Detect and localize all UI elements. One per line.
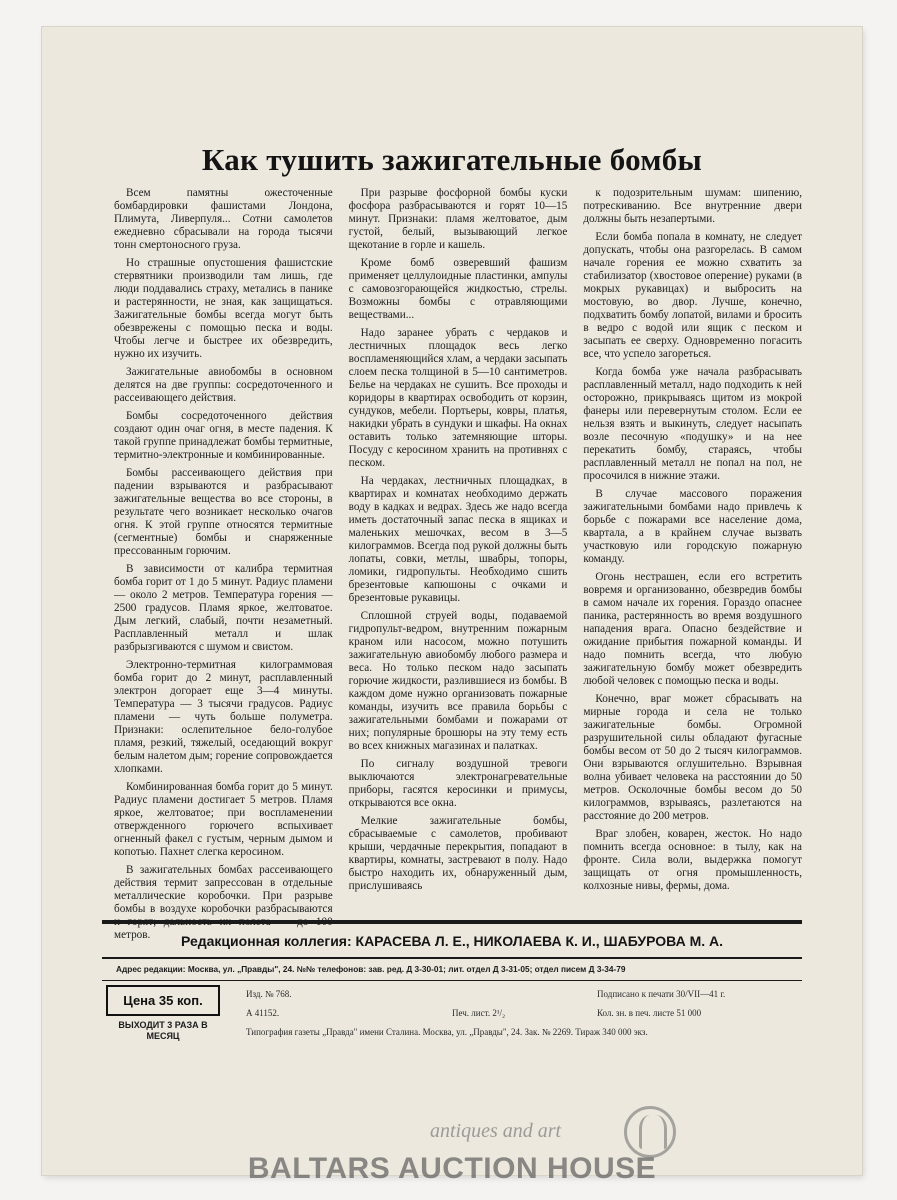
paragraph: Электронно-термитная килограммовая бомба горит до 2 минут, расплавленный электрон догорает еще 3—4 минуты. Температура — 3 тысячи градусов. Радиус пламени — чуть больше полуметра. Признаки: ослепительное бело-голубое пламя, резкий, тяжелый, оседающий вокруг белым налетом дым; горение сопровождается хлопками. bbox=[114, 659, 333, 775]
censor-number: А 41152. bbox=[246, 1008, 280, 1018]
chars-per-sheet: Кол. зн. в печ. листе 51 000 bbox=[597, 1008, 702, 1018]
paragraph: В случае массового поражения зажигательными бомбами надо привлечь к борьбе с пожарами все население дома, квартала, а в крайнем случае вызвать участковую или городскую пожарную команду. bbox=[583, 488, 803, 565]
paragraph: При разрыве фосфорной бомбы куски фосфора разбрасываются и горят 10—15 минут. Признаки: пламя желтоватое, дым густой, белый, вызывающий легкое щекотание в горле и кашель. bbox=[348, 187, 568, 251]
price-label: Цена 35 коп. bbox=[123, 993, 203, 1008]
paragraph: Сплошной струей воды, подаваемой гидропульт-ведром, внутренним пожарным краном или насосом, можно потушить зажигательную авиобомбу любого размера и веса. Но только песком надо засыпать горючие жидкости, разлившиеся из бомбы. В каждом доме нужно организовать пожарные команды, изучить все правила борьбы с зажигательными бомбами и пожарами от них; популярные брошюры на эту тему есть во всех книжных магазинах и палатках. bbox=[348, 610, 568, 752]
paragraph: Зажигательные авиобомбы в основном делятся на две группы: сосредоточенного и рассеивающего действия. bbox=[114, 366, 333, 404]
paragraph: Враг злобен, коварен, жесток. Но надо помнить всегда основное: в тылу, как на фронте. Сила воли, выдержка помогут защищать от огня промышленность, колхозные нивы, фермы, дома. bbox=[583, 828, 803, 892]
paragraph: Комбинированная бомба горит до 5 минут. Радиус пламени достигает 5 метров. Пламя яркое, желтоватое; при воспламенении отвержденного горючего вспыхивает огненный факел с густым, черным дымом и копотью. Пахнет слегка керосином. bbox=[114, 781, 333, 858]
paragraph: Если бомба попала в комнату, не следует допускать, чтобы она разгорелась. В самом начале горения ее можно схватить за стабилизатор (хвостовое оперение) руками (в мокрых рукавицах) и выбросить на мостовую, во двор. Лучше, конечно, подхватить бомбу лопатой, вилами и бросить в ведро с водой или ящик с песком и засыпать ее сверху. Одновременно погасить все, что успело загореться. bbox=[583, 231, 803, 360]
article-column-1 bbox=[114, 187, 333, 941]
paragraph: Но страшные опустошения фашистские стервятники производили там лишь, где люди поддавались страху, метались в панике и растерянности, не зная, как защищаться. Зажигательные бомбы всегда могут быть обезврежены с помощью песка и воды. Чтобы легче и быстрее их обезвредить, нужно их изучить. bbox=[114, 257, 333, 360]
paragraph: Когда бомба уже начала разбрасывать расплавленный металл, надо подходить к ней осторожно, прикрываясь щитом из мокрой фанеры или перевернутым столом. Если ее нельзя взять и выкинуть, следует насыпать возле песочную «подушку» и на нее перекатить бомбу, стараясь, чтобы расплавленный металл не попал на пол, не просочился в нижние этажи. bbox=[583, 366, 803, 482]
footer-rule-2 bbox=[102, 980, 802, 981]
paragraph: к подозрительным шумам: шипению, потрескиванию. Все внутренние двери должны быть незапертыми. bbox=[583, 187, 803, 225]
page-title: Как тушить зажигательные бомбы bbox=[201, 142, 703, 177]
watermark-brand: BALTARS AUCTION HOUSE bbox=[247, 1152, 657, 1185]
paragraph: Кроме бомб озверевший фашизм применяет целлулоидные пластинки, ампулы с самовозгорающейся жидкостью, стрелы. Возможны бомбы с отравляющими веществами... bbox=[348, 257, 568, 321]
typography-info: Типография газеты „Правда" имени Сталина. Москва, ул. „Правды", 24. Зак. № 2269. Тираж 340 000 экз. bbox=[246, 1027, 648, 1037]
publication-number: Изд. № 768. bbox=[246, 989, 292, 999]
paragraph: По сигналу воздушной тревоги выключаются электронагревательные приборы, гасятся керосинки и примусы, открываются все окна. bbox=[348, 758, 568, 809]
paragraph: На чердаках, лестничных площадках, в квартирах и комнатах необходимо держать воду в кадках и ведрах. Здесь же надо всегда иметь достаточный запас песка в ящиках и маленьких мешочках, весом в 3—5 килограммов. Всегда под рукой должны быть лопаты, совки, метлы, швабры, топоры, ломики, гидропульты. Необходимо сшить брезентовые капюшоны с очками и брезентовые рукавицы. bbox=[348, 475, 568, 604]
auction-logo-icon bbox=[624, 1106, 676, 1158]
paragraph: В зависимости от калибра термитная бомба горит от 1 до 5 минут. Радиус пламени — около 2 метров. Температура горения — 2500 градусов. Пламя яркое, желтоватое. Дым легкий, слабый, почти незаметный. Расплавленный металл и шлак разбрызгиваются с шумом и свистом. bbox=[114, 563, 333, 653]
paragraph: Мелкие зажигательные бомбы, сбрасываемые с самолетов, пробивают крыши, чердачные перекрытия, попадают в квартиры, комнаты, застревают в полу. Надо быстро находить их, обнаруженный дым, прислушиваясь bbox=[348, 815, 568, 892]
issue-frequency: ВЫХОДИТ 3 РАЗА В МЕСЯЦ bbox=[118, 1020, 208, 1041]
signed-to-print: Подписано к печати 30/VII—41 г. bbox=[597, 989, 726, 999]
paragraph: Надо заранее убрать с чердаков и лестничных площадок весь легко воспламеняющийся хлам, а чердаки засыпать слоем песка толщиной в 5—10 сантиметров. Белье на чердаках не сушить. Все проходы и коридоры в квартирах освободить от корзин, сундуков, мебели. Портьеры, ковры, платья, накидки убрать в сундуки и шкафы. На окнах оставить только затемняющие шторы. Посуду с керосином хранить на противнях с песком. bbox=[348, 327, 568, 469]
watermark-subtitle: antiques and art bbox=[430, 1120, 562, 1142]
paragraph: Огонь нестрашен, если его встретить вовремя и организованно, обезвредив бомбы в самом начале их горения. Гораздо опаснее паника, растерянность во время воздушного нападения врага. Опасно бездействие и ожидание прибытия пожарной команды. И надо помнить всегда, что любую зажигательную бомбу может обезвредить любой человек с помощью песка и воды. bbox=[583, 571, 803, 687]
editorial-address: Адрес редакции: Москва, ул. „Правды", 24. №№ телефонов: зав. ред. Д 3-30-01; лит. отдел Д 3-31-05; отдел писем Д 3-34-79 bbox=[116, 964, 626, 974]
print-sheets: Печ. лист. 2¹/₂ bbox=[452, 1008, 506, 1018]
article-column-2 bbox=[348, 187, 568, 892]
paragraph: Бомбы рассеивающего действия при падении взрываются и разбрасывают зажигательные вещества во все стороны, в результате чего возникает несколько очагов огня. К этой группе относятся термитные (сегментные) бомбы и снаряженные прессованным горючим. bbox=[114, 467, 333, 557]
footer-rule bbox=[102, 957, 802, 959]
editorial-board: Редакционная коллегия: КАРАСЕВА Л. Е., НИКОЛАЕВА К. И., ШАБУРОВА М. А. bbox=[180, 933, 724, 949]
price-box bbox=[106, 985, 220, 1016]
paragraph: Всем памятны ожесточенные бомбардировки фашистами Лондона, Плимута, Ливерпуля... Сотни самолетов ежедневно сбрасывали на города тысячи тонн смертоносного груза. bbox=[114, 187, 333, 251]
paragraph: Конечно, враг может сбрасывать на мирные города и села не только зажигательные бомбы. Огромной разрушительной силы обладают фугасные бомбы весом от 50 до 2 тысяч килограммов. Они взрываются оглушительно. Взрывная волна убивает человека на расстоянии до 50 метров. Осколочные бомбы весом до 50 килограммов, взрываясь, разлетаются на расстояние до 200 метров. bbox=[583, 693, 803, 822]
article-column-3 bbox=[583, 187, 803, 892]
paragraph: В зажигательных бомбах рассеивающего действия термит запрессован в отдельные металлические коробочки. При разрыве бомбы в воздухе коробочки разбрасываются метров. bbox=[114, 864, 333, 941]
magazine-page bbox=[42, 27, 862, 1175]
footer-rule-thick bbox=[102, 920, 802, 924]
paragraph: Бомбы сосредоточенного действия создают один очаг огня, в месте падения. К такой группе принадлежат бомбы термитные, термитно-электронные и комбинированные. bbox=[114, 410, 333, 461]
